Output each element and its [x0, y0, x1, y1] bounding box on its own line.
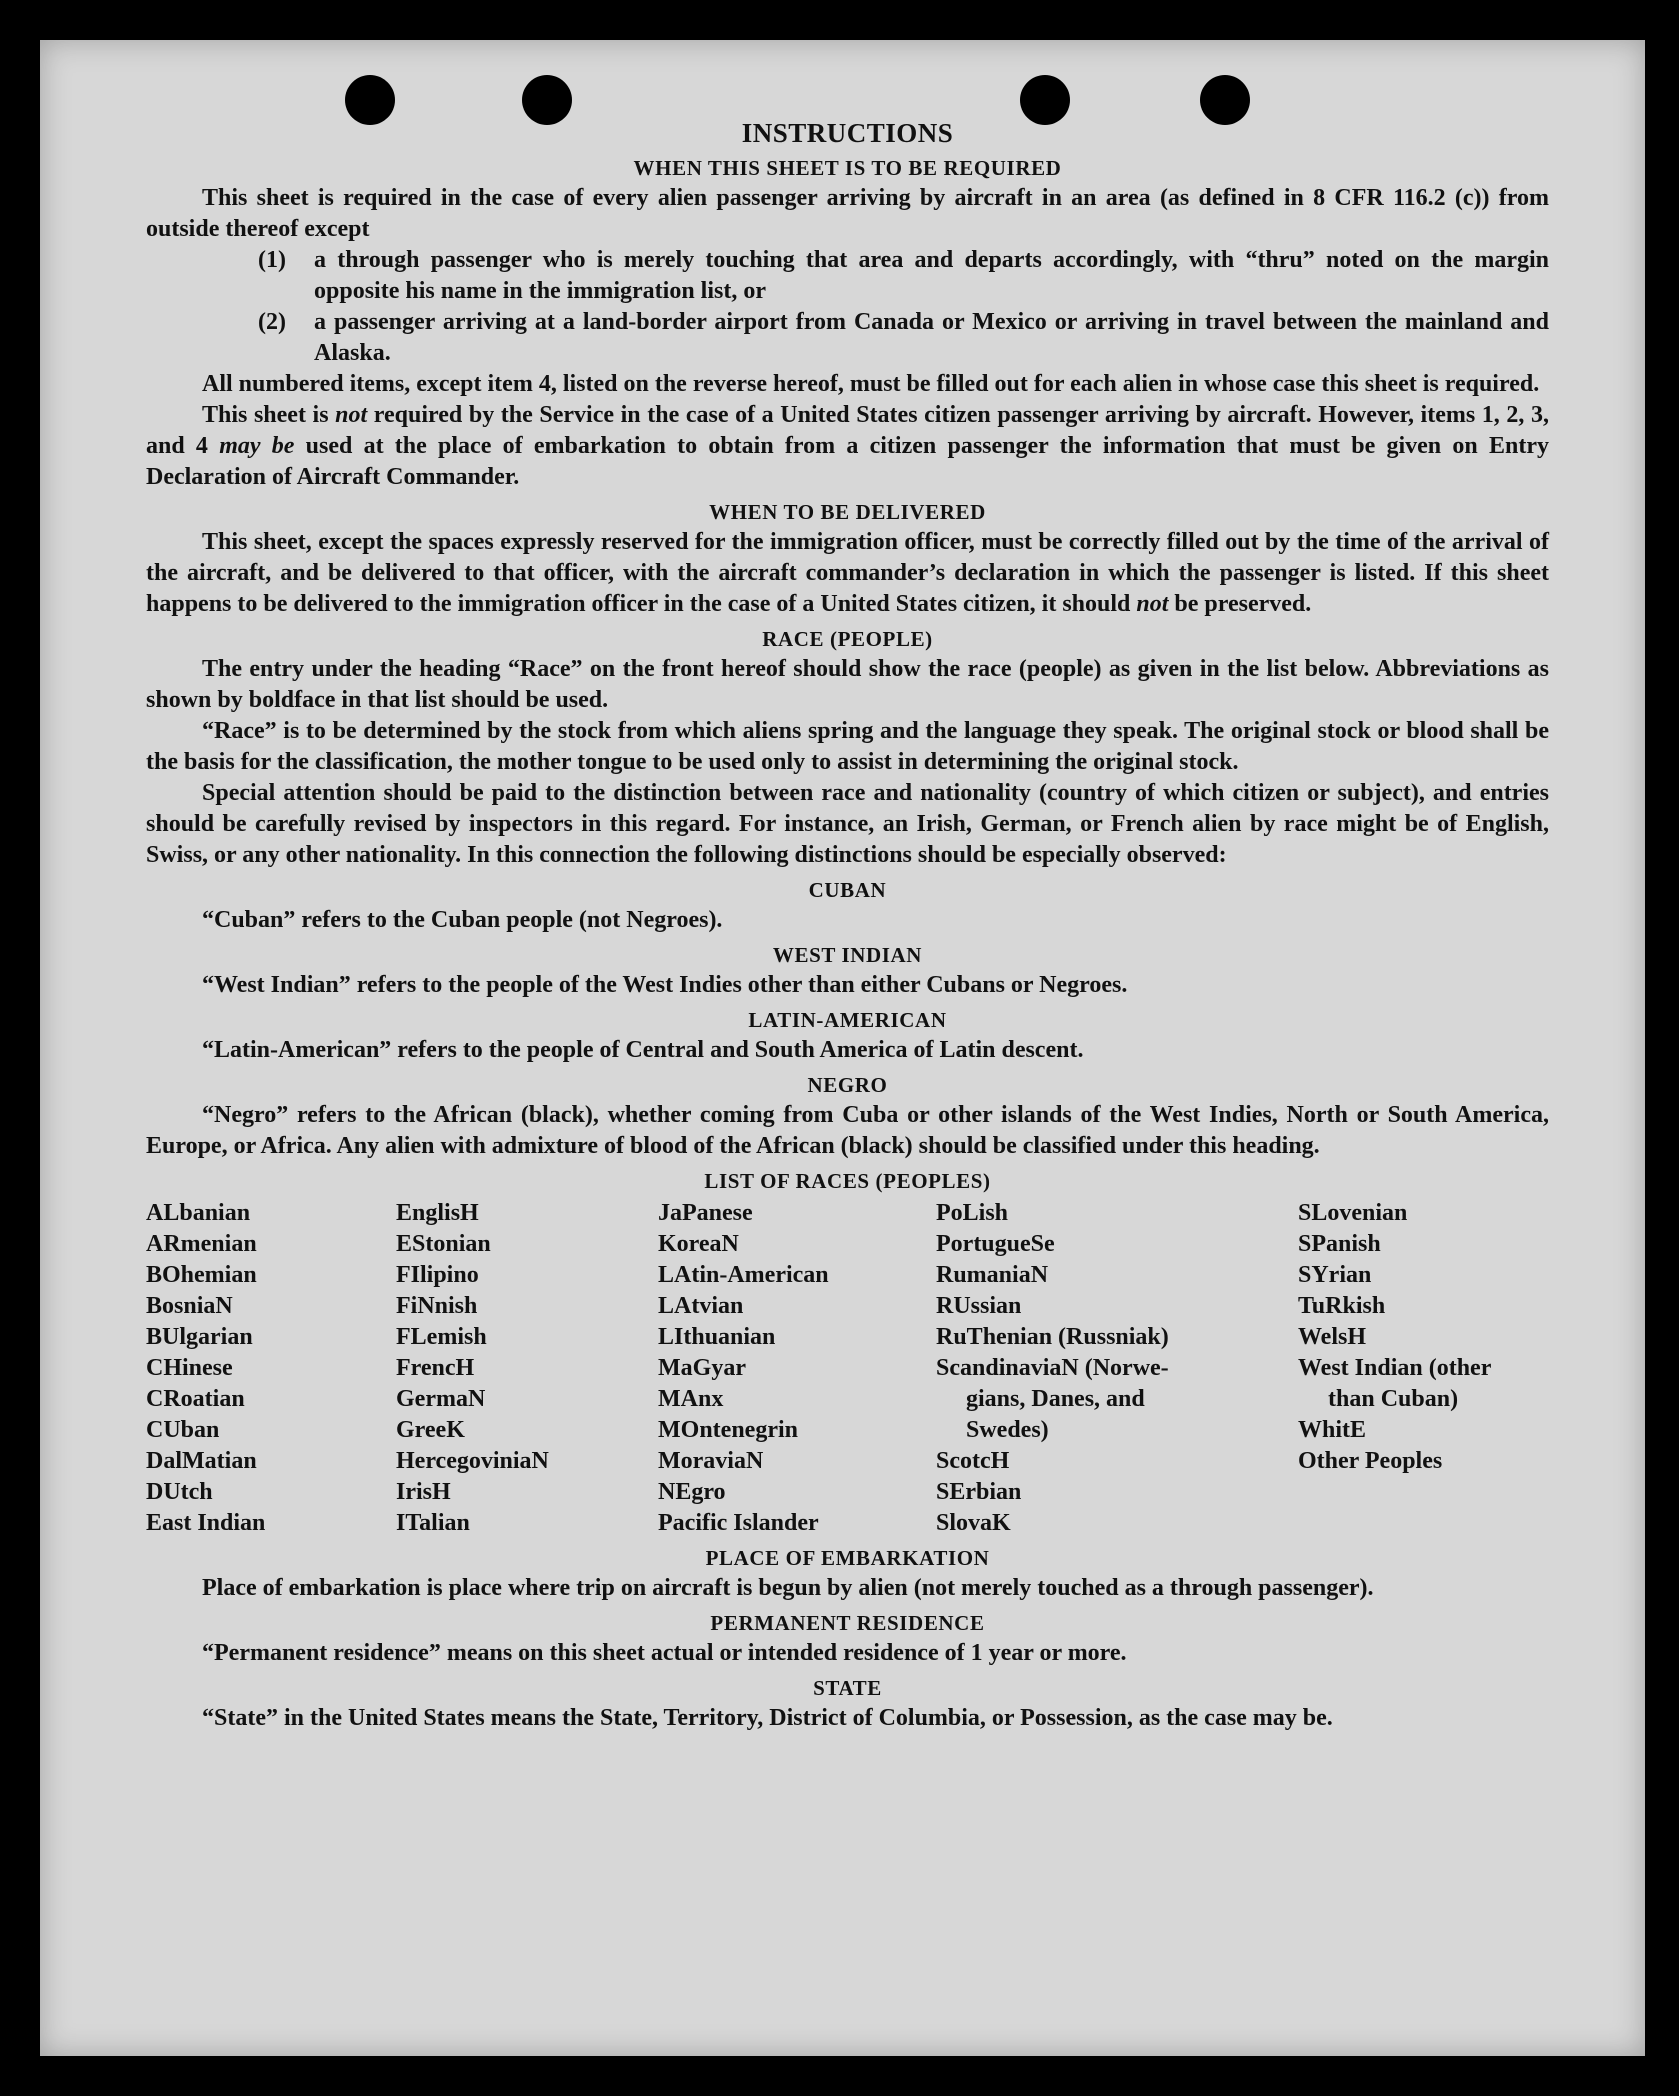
emphasis: not [335, 402, 368, 428]
emphasis: not [1136, 591, 1169, 617]
race-entry: TuRkish [1298, 1293, 1386, 1319]
race-entry: WelsH [1298, 1324, 1367, 1350]
race-entry: CHinese [146, 1355, 233, 1381]
race-entry: ScandinaviaN (Norwe- [936, 1355, 1169, 1381]
race-entry: RuThenian (Russniak) [936, 1324, 1169, 1350]
races-column [1298, 1198, 1549, 1539]
race-entry: LAtin-American [658, 1262, 829, 1288]
heading-negro: NEGRO [807, 1073, 888, 1097]
race-entry: GermaN [396, 1386, 486, 1412]
race-entry: DalMatian [146, 1448, 257, 1474]
races-column [396, 1198, 658, 1539]
race-entry: SPanish [1298, 1231, 1381, 1257]
heading-list-of-races: LIST OF RACES (PEOPLES) [704, 1169, 991, 1193]
race-entry: SErbian [936, 1479, 1022, 1505]
race-entry: East Indian [146, 1510, 266, 1536]
race-entry-continued: Swedes) [966, 1417, 1049, 1443]
race-entry: ALbanian [146, 1200, 251, 1226]
race-entry: West Indian (other [1298, 1355, 1492, 1381]
race-entry: MAnx [658, 1386, 724, 1412]
heading-west-indian: WEST INDIAN [772, 943, 923, 967]
heading-cuban: CUBAN [808, 878, 887, 902]
text-run: This sheet, except the spaces expressly reserved for the immigration officer, must be correctly filled out by the time of the arrival of the aircraft, and be delivered to that officer, with the aircraft commander’s declaration in which the passenger is listed. If this sheet happens to be delivered to the immigration officer in the case of a United States citizen, it should [146, 529, 1549, 617]
document-page [40, 40, 1645, 2056]
race-entry: RumaniaN [936, 1262, 1049, 1288]
text-run: required by the Service in the case of a United States citizen passenger arriving by aircraft. However, items 1, 2, 3, and 4 [146, 402, 1550, 459]
heading-permanent-residence: PERMANENT RESIDENCE [710, 1611, 985, 1635]
race-entry: DUtch [146, 1479, 213, 1505]
race-entry: EStonian [396, 1231, 491, 1257]
race-entry: Pacific Islander [658, 1510, 819, 1536]
race-entry: PortugueSe [936, 1231, 1055, 1257]
race-entry-continued: than Cuban) [1328, 1386, 1459, 1412]
paragraph: “State” in the United States means the State, Territory, District of Columbia, or Possession, as the case may be. [202, 1705, 1333, 1731]
race-entry: EnglisH [396, 1200, 479, 1226]
paragraph [146, 527, 1549, 620]
race-entry: BosniaN [146, 1293, 233, 1319]
paragraph: “West Indian” refers to the people of the West Indies other than either Cubans or Negroes. [202, 972, 1128, 998]
paragraph: All numbered items, except item 4, listed on the reverse hereof, must be filled out for each alien in whose case this sheet is required. [202, 371, 1540, 397]
races-list [146, 1198, 1549, 1539]
race-entry: LIthuanian [658, 1324, 776, 1350]
race-entry: CUban [146, 1417, 220, 1443]
text-run: be preserved. [1168, 591, 1312, 617]
races-column [936, 1198, 1298, 1539]
heading-state: STATE [813, 1676, 882, 1700]
paragraph: “Race” is to be determined by the stock from which aliens spring and the language they speak. The original stock or blood shall be the basis for the classification, the mother tongue to be used only to assist in determining the original stock. [146, 718, 1549, 775]
race-entry: WhitE [1298, 1417, 1367, 1443]
heading-place-of-embarkation: PLACE OF EMBARKATION [705, 1546, 990, 1570]
race-entry: FiNnish [396, 1293, 478, 1319]
race-entry: NEgro [658, 1479, 726, 1505]
paragraph: The entry under the heading “Race” on the front hereof should show the race (people) as given in the list below. Abbreviations as shown by boldface in that list should be used. [146, 656, 1549, 713]
paragraph: This sheet is required in the case of every alien passenger arriving by aircraft in an area (as defined in 8 CFR 116.2 (c)) from outside thereof except [146, 185, 1549, 242]
heading-latin-american: LATIN-AMERICAN [748, 1008, 947, 1032]
paragraph: “Negro” refers to the African (black), whether coming from Cuba or other islands of the West Indies, North or South America, Europe, or Africa. Any alien with admixture of blood of the African (black) should be classified under this heading. [146, 1102, 1549, 1159]
paragraph: “Latin-American” refers to the people of Central and South America of Latin descent. [202, 1037, 1084, 1063]
race-entry: MoraviaN [658, 1448, 764, 1474]
races-column [658, 1198, 936, 1539]
race-entry: LAtvian [658, 1293, 744, 1319]
race-entry: MOntenegrin [658, 1417, 798, 1443]
race-entry: FLemish [396, 1324, 487, 1350]
paragraph: Special attention should be paid to the distinction between race and nationality (country of which citizen or subject), and entries should be carefully revised by inspectors in this regard. For instance, an Irish, German, or French alien by race might be of English, Swiss, or any other nationality. In this connection the following distinctions should be especially observed: [146, 780, 1549, 868]
race-entry: CRoatian [146, 1386, 245, 1412]
race-entry: FrencH [396, 1355, 475, 1381]
race-entry: IrisH [396, 1479, 451, 1505]
race-entry: JaPanese [658, 1200, 753, 1226]
list-item [258, 245, 1549, 307]
race-entry: GreeK [396, 1417, 465, 1443]
race-entry: SYrian [1298, 1262, 1372, 1288]
item-number: (1) [258, 247, 286, 273]
item-number: (2) [258, 309, 286, 335]
text-run: This sheet is [202, 402, 336, 428]
race-entry: MaGyar [658, 1355, 746, 1381]
race-entry: PoLish [936, 1200, 1009, 1226]
paragraph: Place of embarkation is place where trip on aircraft is begun by alien (not merely touched as a through passenger). [202, 1575, 1374, 1601]
item-text: a passenger arriving at a land-border airport from Canada or Mexico or arriving in travel between the mainland and Alaska. [314, 309, 1549, 366]
heading-when-required: WHEN THIS SHEET IS TO BE REQUIRED [633, 156, 1062, 180]
paragraph [146, 400, 1549, 493]
heading-when-delivered: WHEN TO BE DELIVERED [709, 500, 986, 524]
race-entry: ARmenian [146, 1231, 257, 1257]
paragraph: “Cuban” refers to the Cuban people (not Negroes). [202, 907, 723, 933]
races-column [146, 1198, 396, 1539]
race-entry: ScotcH [936, 1448, 1010, 1474]
race-entry: KoreaN [658, 1231, 739, 1257]
race-entry: SlovaK [936, 1510, 1011, 1536]
race-entry: HercegoviniaN [396, 1448, 549, 1474]
instructions-body [146, 118, 1549, 1734]
paragraph: “Permanent residence” means on this sheet actual or intended residence of 1 year or more. [202, 1640, 1127, 1666]
race-entry: SLovenian [1298, 1200, 1408, 1226]
heading-race: RACE (PEOPLE) [762, 627, 933, 651]
text-run: used at the place of embarkation to obtain from a citizen passenger the information that must be given on Entry Declaration of Aircraft Commander. [146, 433, 1549, 490]
race-entry: ITalian [396, 1510, 470, 1536]
race-entry: BUlgarian [146, 1324, 253, 1350]
emphasis: may be [219, 433, 295, 459]
race-entry-continued: gians, Danes, and [966, 1386, 1145, 1412]
item-text: a through passenger who is merely touching that area and departs accordingly, with “thru” noted on the margin opposite his name in the immigration list, or [314, 247, 1549, 304]
page-title: INSTRUCTIONS [741, 118, 954, 148]
race-entry: RUssian [936, 1293, 1022, 1319]
race-entry: FIlipino [396, 1262, 479, 1288]
race-entry: Other Peoples [1298, 1448, 1443, 1474]
list-item [258, 307, 1549, 369]
race-entry: BOhemian [146, 1262, 257, 1288]
